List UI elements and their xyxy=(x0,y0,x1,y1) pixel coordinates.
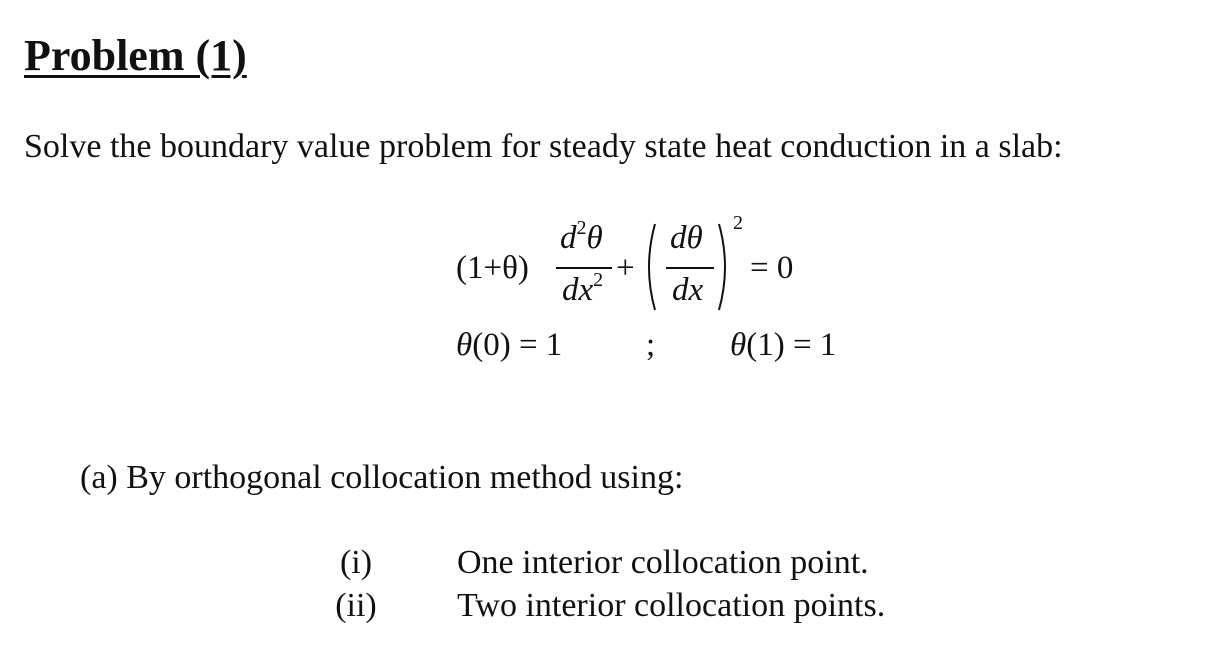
problem-statement: Solve the boundary value problem for steady state heat conduction in a slab: xyxy=(24,128,1063,165)
frac2-denominator: dx xyxy=(672,272,704,308)
part-a-heading: (a) By orthogonal collocation method using: xyxy=(80,459,684,496)
problem-title: Problem (1) xyxy=(24,31,247,80)
frac1-denominator: $dx^2$ xyxy=(562,269,604,308)
lhs-factor: (1+θ) xyxy=(456,250,529,286)
left-paren xyxy=(640,222,658,312)
frac2-numerator: dθ xyxy=(670,220,703,256)
list-item-text: Two interior collocation points. xyxy=(457,587,886,624)
list-item-text: One interior collocation point. xyxy=(457,544,869,581)
outer-exponent: 2 xyxy=(733,212,743,234)
plus-sign: + xyxy=(616,250,635,286)
list-item-number: (ii) xyxy=(335,587,377,624)
boundary-separator: ; xyxy=(646,327,656,363)
equation-rhs: = 0 xyxy=(750,250,794,286)
right-paren xyxy=(716,222,734,312)
frac1-numerator: $d^2\theta$ xyxy=(560,217,603,256)
list-item-number: (i) xyxy=(339,544,373,581)
boundary-condition-right: θ(1) = 1 xyxy=(730,327,837,363)
boundary-condition-left: θ(0) = 1 xyxy=(456,327,563,363)
frac1-bar xyxy=(556,267,612,269)
frac2-bar xyxy=(666,267,714,269)
